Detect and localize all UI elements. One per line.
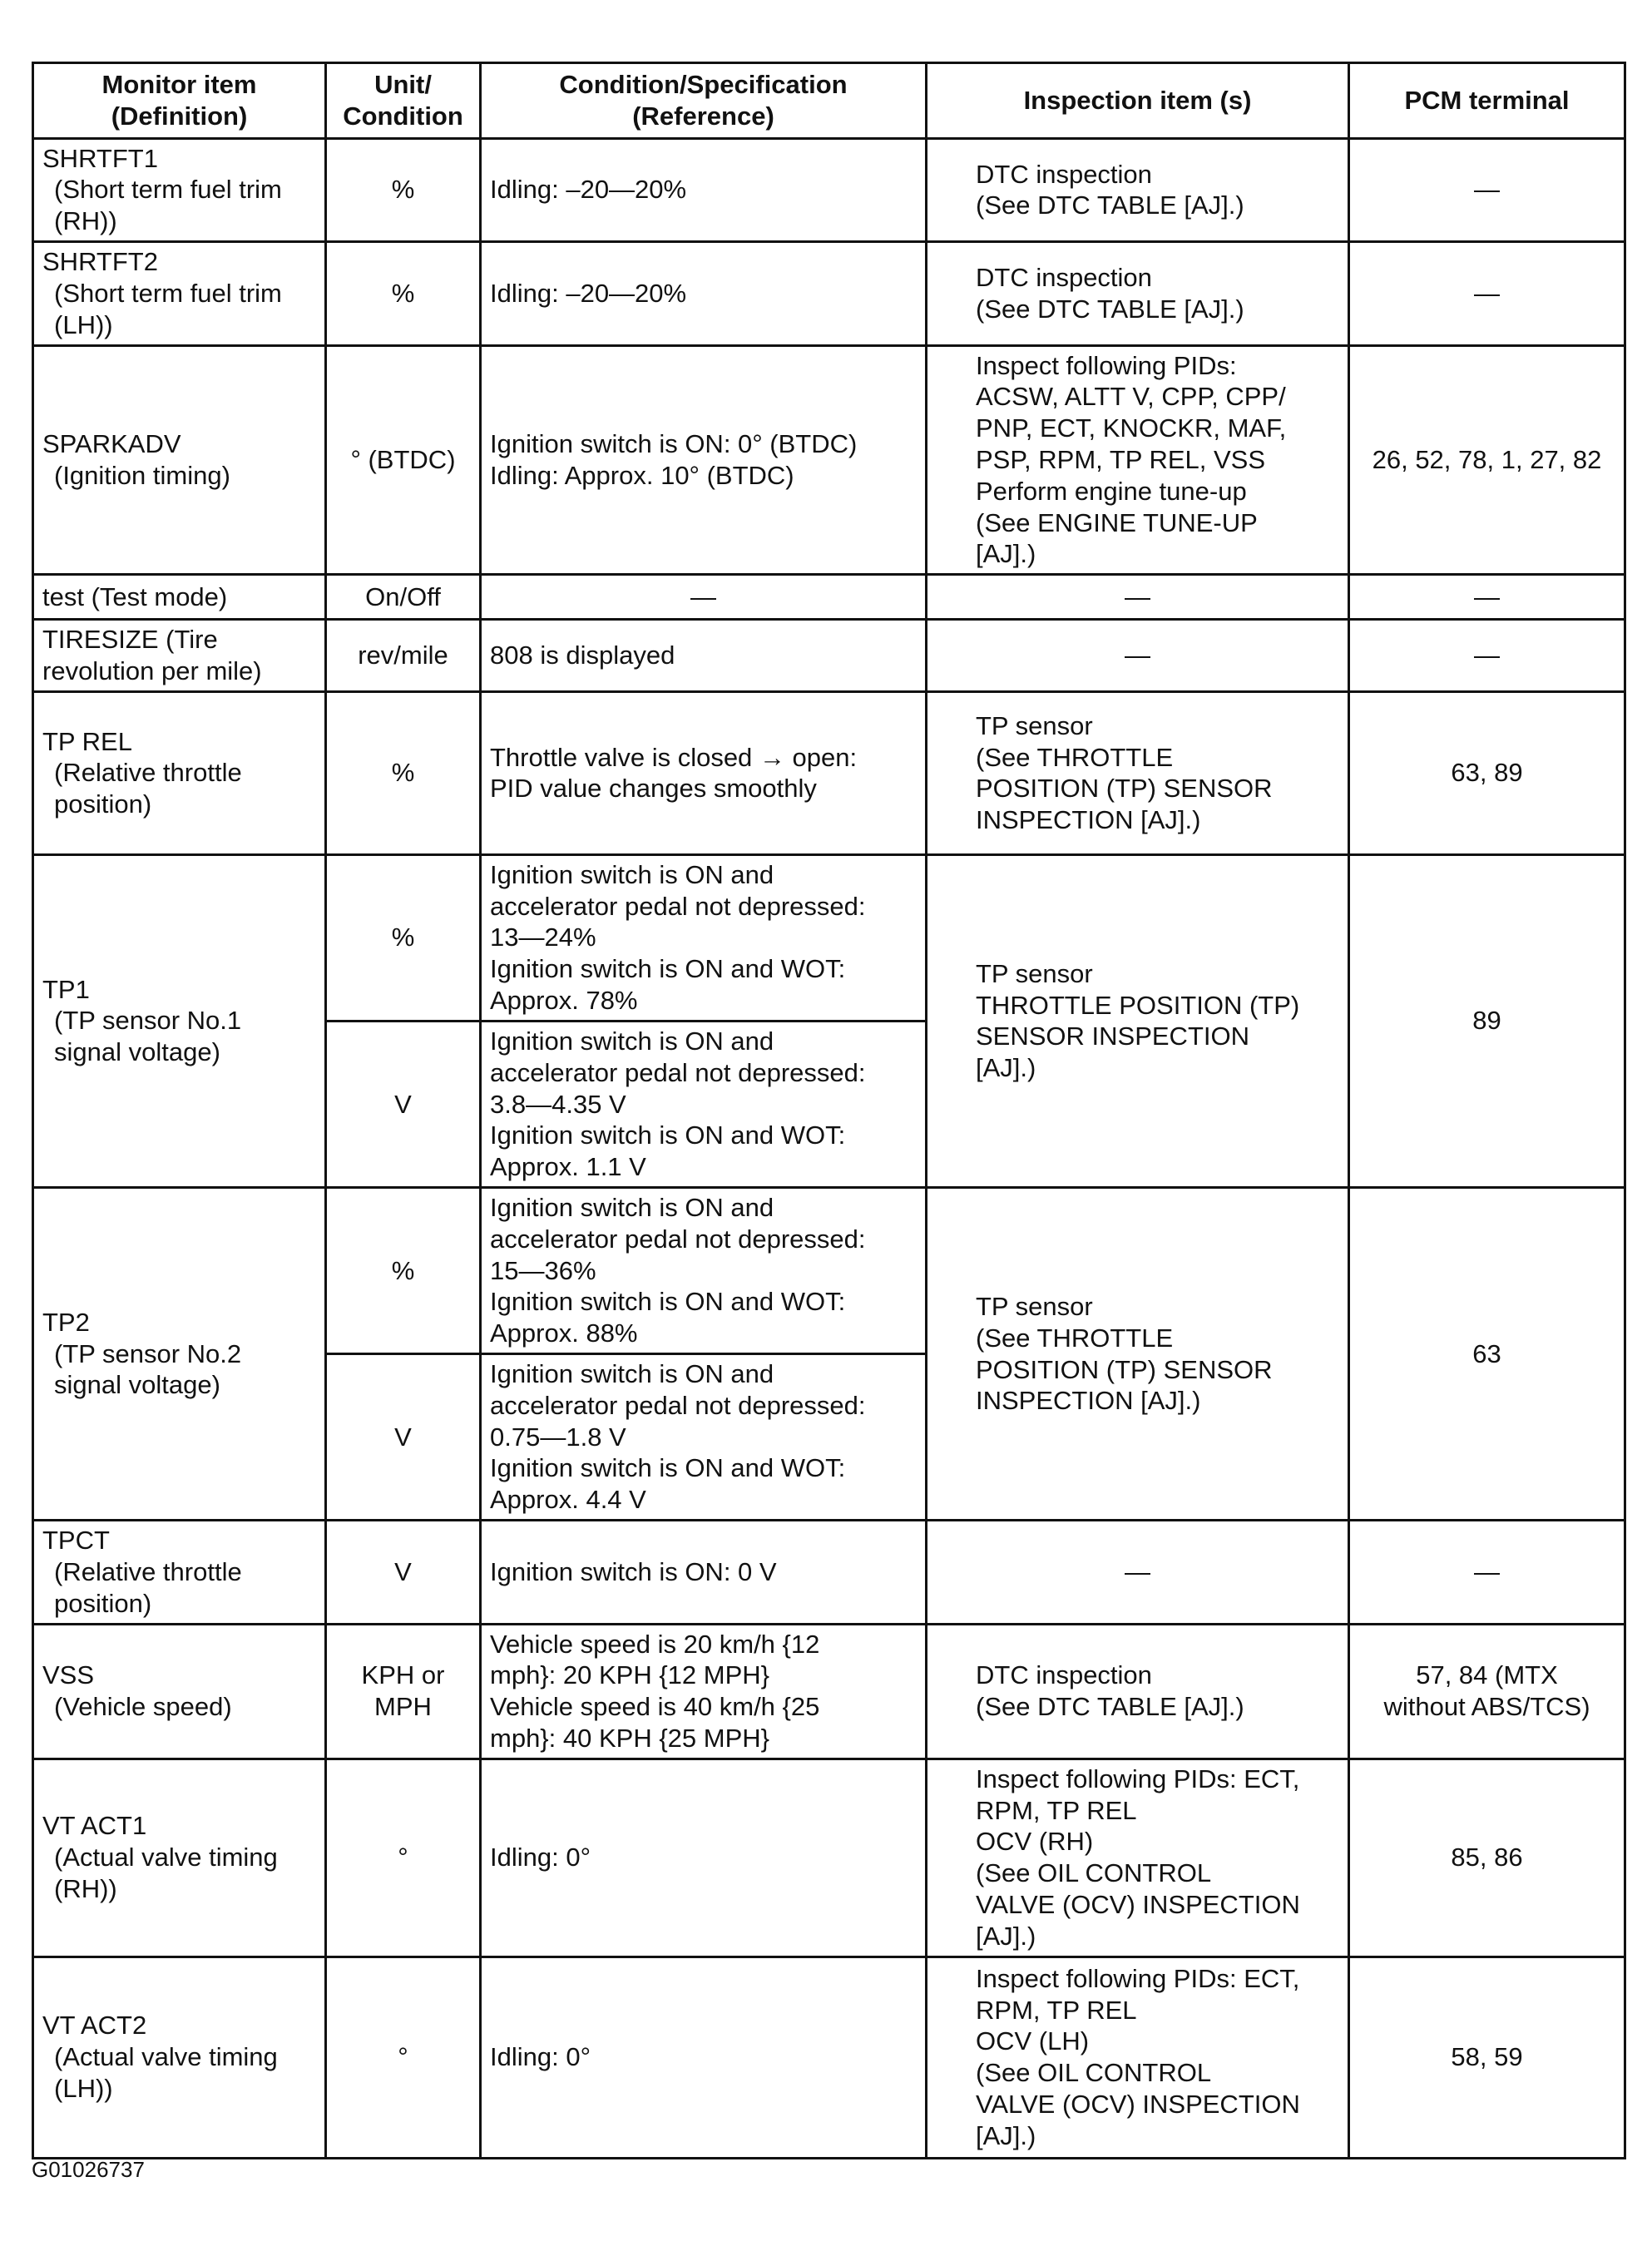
inspection-list: [936, 1764, 1339, 1952]
condition-value: Ignition switch is ON and accelerator pedal not depressed: 13—24% Ignition switch is ON and WOT: Approx. 78%: [490, 859, 866, 1016]
pcm-terminal-cell: [1349, 242, 1625, 345]
pcm-terminal-value: 63: [1472, 1338, 1501, 1368]
inspection-item: TP sensor THROTTLE POSITION (TP) SENSOR INSPECTION [AJ].): [976, 958, 1300, 1083]
unit-cell: [326, 575, 481, 620]
monitor-item-cell: [33, 242, 326, 345]
inspection-list: [936, 958, 1339, 1084]
inspection-list: [936, 350, 1339, 571]
unit-value: %: [391, 758, 415, 788]
inspection-cell: [927, 691, 1349, 854]
monitor-definition: (TP sensor No.1 signal voltage): [54, 1006, 242, 1067]
condition-value: Throttle valve is closed → open: PID value changes smoothly: [490, 742, 858, 804]
condition-cell: [481, 1521, 927, 1624]
inspection-list: [936, 1660, 1339, 1723]
condition-cell: [481, 242, 927, 345]
condition-value: Vehicle speed is 20 km/h {12 mph}: 20 KPH {12 MPH} Vehicle speed is 40 km/h {25 mph}: 40 KPH {25 MPH}: [490, 1629, 820, 1753]
header-monitor-item: Monitor item (Definition): [33, 63, 326, 139]
inspection-cell: [927, 1187, 1349, 1520]
condition-value: Ignition switch is ON: 0° (BTDC) Idling: Approx. 10° (BTDC): [490, 429, 858, 490]
monitor-item-cell: [33, 1759, 326, 1957]
pcm-terminal-cell: [1349, 1624, 1625, 1759]
table-header-row: [33, 63, 1625, 139]
inspection-list: [936, 262, 1339, 325]
monitor-item-cell: [33, 138, 326, 241]
inspection-item: Inspect following PIDs: ECT, RPM, TP REL: [976, 1963, 1300, 2025]
condition-cell: [481, 1624, 927, 1759]
header-inspection: Inspection item (s): [927, 63, 1349, 139]
table-row: [33, 345, 1625, 575]
inspection-list: [936, 1291, 1339, 1417]
inspection-list: [936, 710, 1339, 836]
inspection-item: Perform engine tune-up (See ENGINE TUNE-UP [AJ].): [976, 476, 1258, 569]
condition-cell: [481, 138, 927, 241]
monitor-item-cell: [33, 575, 326, 620]
monitor-definition: (Short term fuel trim (RH)): [54, 175, 282, 236]
monitor-definition: (TP sensor No.2 signal voltage): [54, 1338, 242, 1400]
inspection-text: —: [1125, 1556, 1150, 1586]
unit-value: °: [398, 1843, 408, 1872]
monitor-name: SHRTFT2: [42, 247, 158, 277]
monitor-spec-table: [32, 62, 1626, 2159]
monitor-name: VSS: [42, 1660, 95, 1690]
monitor-item-cell: [33, 1187, 326, 1520]
header-condition: Condition/Specification (Reference): [481, 63, 927, 139]
pcm-terminal-value: —: [1474, 581, 1500, 611]
table-row: [33, 1957, 1625, 2158]
monitor-name: VT ACT1: [42, 1811, 147, 1841]
unit-value: %: [391, 175, 415, 205]
pcm-terminal-cell: [1349, 1187, 1625, 1520]
pcm-terminal-value: —: [1474, 278, 1500, 308]
table-row: [33, 138, 1625, 241]
inspection-cell: [927, 575, 1349, 620]
inspection-list: [936, 1963, 1339, 2152]
inspection-cell: [927, 1957, 1349, 2158]
pcm-terminal-cell: [1349, 1957, 1625, 2158]
condition-value: Ignition switch is ON and accelerator pedal not depressed: 15—36% Ignition switch is ON and WOT: Approx. 88%: [490, 1192, 866, 1348]
condition-value: Idling: –20—20%: [490, 278, 687, 308]
unit-value: KPH or MPH: [361, 1660, 445, 1722]
table-row: [33, 1759, 1625, 1957]
unit-cell: [326, 854, 481, 1021]
monitor-definition: (Vehicle speed): [54, 1692, 232, 1722]
pcm-terminal-cell: [1349, 575, 1625, 620]
monitor-name: TIRESIZE (Tire revolution per mile): [42, 625, 262, 685]
monitor-name: test (Test mode): [42, 581, 228, 611]
header-unit: Unit/ Condition: [326, 63, 481, 139]
inspection-text: —: [1125, 641, 1150, 670]
inspection-cell: [927, 138, 1349, 241]
table-row: [33, 1187, 1625, 1353]
monitor-name: TP1: [42, 974, 90, 1004]
inspection-item: OCV (LH) (See OIL CONTROL VALVE (OCV) INSPECTION [AJ].): [976, 2026, 1300, 2150]
inspection-cell: [927, 345, 1349, 575]
pcm-terminal-value: 63, 89: [1451, 758, 1523, 788]
condition-cell: [481, 1354, 927, 1521]
condition-cell: [481, 1957, 927, 2158]
inspection-item: Inspect following PIDs: ECT, RPM, TP REL: [976, 1764, 1300, 1825]
pcm-terminal-cell: [1349, 620, 1625, 692]
monitor-definition: (Short term fuel trim (LH)): [54, 278, 282, 339]
pcm-terminal-cell: [1349, 854, 1625, 1187]
condition-cell: [481, 854, 927, 1021]
inspection-item: DTC inspection (See DTC TABLE [AJ].): [976, 1660, 1244, 1722]
pcm-terminal-cell: [1349, 345, 1625, 575]
inspection-item: DTC inspection (See DTC TABLE [AJ].): [976, 262, 1244, 324]
inspection-item: TP sensor (See THROTTLE POSITION (TP) SENSOR INSPECTION [AJ].): [976, 710, 1273, 835]
condition-value: Idling: 0°: [490, 1843, 591, 1872]
unit-value: %: [391, 278, 415, 308]
monitor-name: TP2: [42, 1307, 90, 1337]
unit-value: ° (BTDC): [350, 444, 456, 474]
unit-value: rev/mile: [358, 641, 448, 670]
monitor-item-cell: [33, 1624, 326, 1759]
unit-value: V: [394, 1089, 412, 1119]
condition-cell: [481, 575, 927, 620]
table-row: [33, 854, 1625, 1021]
inspection-item: Inspect following PIDs: ACSW, ALTT V, CPP, CPP/ PNP, ECT, KNOCKR, MAF, PSP, RPM, TP REL, VSS: [976, 350, 1287, 474]
header-pcm-terminal: PCM terminal: [1349, 63, 1625, 139]
pcm-terminal-value: 57, 84 (MTX without ABS/TCS): [1383, 1660, 1590, 1722]
monitor-definition: (Relative throttle position): [54, 1556, 242, 1618]
table-row: [33, 242, 1625, 345]
pcm-terminal-value: —: [1474, 641, 1500, 670]
pcm-terminal-cell: [1349, 691, 1625, 854]
pcm-terminal-cell: [1349, 1759, 1625, 1957]
condition-cell: [481, 1021, 927, 1187]
inspection-cell: [927, 242, 1349, 345]
condition-value: —: [690, 581, 716, 611]
condition-value: Ignition switch is ON and accelerator pedal not depressed: 0.75—1.8 V Ignition switch is ON and WOT: Approx. 4.4 V: [490, 1359, 866, 1515]
pcm-terminal-cell: [1349, 138, 1625, 241]
table-row: [33, 691, 1625, 854]
unit-cell: [326, 1187, 481, 1353]
table-row: [33, 1521, 1625, 1624]
condition-cell: [481, 345, 927, 575]
monitor-definition: (Ignition timing): [54, 460, 230, 490]
inspection-item: OCV (RH) (See OIL CONTROL VALVE (OCV) INSPECTION [AJ].): [976, 1827, 1300, 1951]
inspection-cell: [927, 1759, 1349, 1957]
condition-cell: [481, 620, 927, 692]
pcm-terminal-value: —: [1474, 175, 1500, 205]
unit-value: °: [398, 2042, 408, 2072]
condition-value: Idling: –20—20%: [490, 175, 687, 205]
unit-cell: [326, 1957, 481, 2158]
monitor-name: SHRTFT1: [42, 143, 158, 173]
inspection-list: [936, 159, 1339, 222]
unit-value: %: [391, 923, 415, 952]
condition-value: Ignition switch is ON: 0 V: [490, 1556, 777, 1586]
condition-value: 808 is displayed: [490, 641, 675, 670]
figure-code: G01026737: [32, 2157, 145, 2182]
unit-cell: [326, 620, 481, 692]
monitor-definition: (Relative throttle position): [54, 758, 242, 819]
monitor-name: VT ACT2: [42, 2011, 147, 2041]
inspection-text: —: [1125, 581, 1150, 611]
unit-cell: [326, 345, 481, 575]
table-row: [33, 575, 1625, 620]
pcm-terminal-value: —: [1474, 1556, 1500, 1586]
pcm-terminal-value: 85, 86: [1451, 1843, 1523, 1872]
monitor-name: TP REL: [42, 726, 132, 756]
pcm-terminal-value: 89: [1472, 1006, 1501, 1036]
unit-cell: [326, 1354, 481, 1521]
monitor-item-cell: [33, 1957, 326, 2158]
condition-value: Ignition switch is ON and accelerator pedal not depressed: 3.8—4.35 V Ignition switch is ON and WOT: Approx. 1.1 V: [490, 1026, 866, 1182]
monitor-definition: (Actual valve timing (LH)): [54, 2042, 278, 2104]
unit-cell: [326, 1021, 481, 1187]
monitor-name: TPCT: [42, 1526, 110, 1556]
monitor-item-cell: [33, 620, 326, 692]
inspection-cell: [927, 1624, 1349, 1759]
unit-cell: [326, 1759, 481, 1957]
pcm-terminal-cell: [1349, 1521, 1625, 1624]
monitor-item-cell: [33, 854, 326, 1187]
pcm-terminal-value: 58, 59: [1451, 2042, 1523, 2072]
pcm-terminal-value: 26, 52, 78, 1, 27, 82: [1372, 444, 1602, 474]
inspection-cell: [927, 854, 1349, 1187]
condition-value: Idling: 0°: [490, 2042, 591, 2072]
inspection-item: TP sensor (See THROTTLE POSITION (TP) SENSOR INSPECTION [AJ].): [976, 1291, 1273, 1416]
unit-value: V: [394, 1422, 412, 1452]
condition-cell: [481, 1187, 927, 1353]
monitor-name: SPARKADV: [42, 429, 181, 459]
table-row: [33, 620, 1625, 692]
table-row: [33, 1624, 1625, 1759]
unit-cell: [326, 138, 481, 241]
monitor-item-cell: [33, 691, 326, 854]
monitor-definition: (Actual valve timing (RH)): [54, 1843, 278, 1904]
condition-cell: [481, 1759, 927, 1957]
inspection-item: DTC inspection (See DTC TABLE [AJ].): [976, 159, 1244, 220]
monitor-item-cell: [33, 1521, 326, 1624]
condition-cell: [481, 691, 927, 854]
inspection-cell: [927, 620, 1349, 692]
unit-cell: [326, 691, 481, 854]
unit-value: V: [394, 1556, 412, 1586]
inspection-cell: [927, 1521, 1349, 1624]
unit-cell: [326, 1624, 481, 1759]
unit-value: %: [391, 1255, 415, 1285]
unit-cell: [326, 242, 481, 345]
monitor-item-cell: [33, 345, 326, 575]
unit-value: On/Off: [365, 581, 441, 611]
unit-cell: [326, 1521, 481, 1624]
